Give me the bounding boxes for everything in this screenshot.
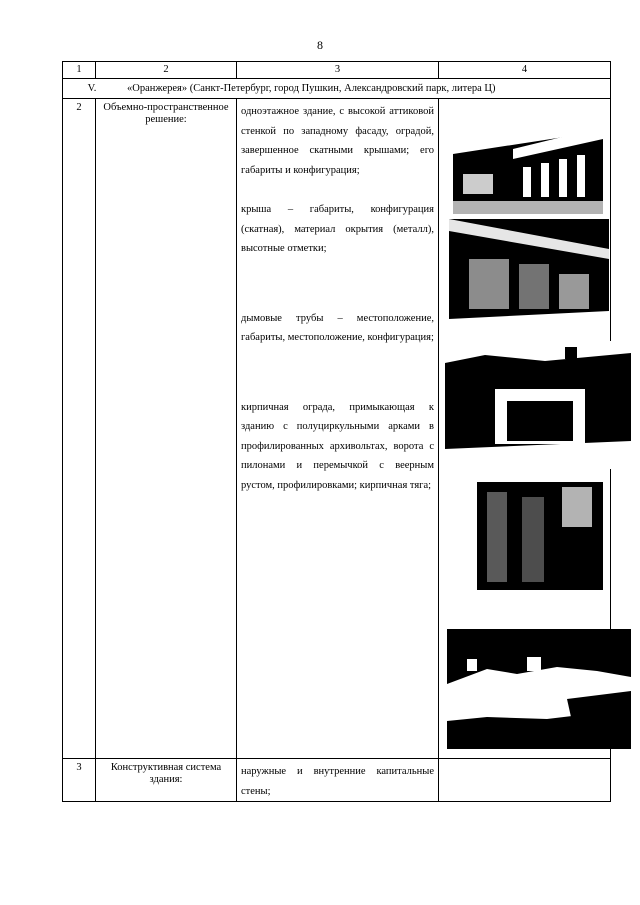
description-paragraph: крыша – габариты, конфигурация (скатная), материал окрытия (металл), высотные отметки;: [241, 204, 434, 254]
table-row: [63, 759, 611, 802]
header-col-3: 3: [237, 62, 439, 79]
header-row: [63, 62, 611, 79]
facade-photo: [453, 119, 603, 214]
description-paragraph: кирпичная ограда, примыкающая к зданию с полуциркульными арками в профилированных архивольтах, ворота с пилонами и перемычкой с веерным рустом, профилировками; кирпичная тяга;: [241, 401, 434, 491]
header-col-1: 1: [63, 62, 96, 79]
header-col-2: 2: [96, 62, 237, 79]
roof-photo: [449, 219, 609, 334]
row-number: 2: [63, 99, 96, 759]
row-description: [237, 759, 439, 802]
photos-cell: [439, 99, 611, 759]
section-row: [63, 79, 611, 99]
row-label: Объемно-пространственное решение:: [96, 99, 237, 759]
description-paragraph: наружные и внутренние капитальные стены;: [241, 766, 434, 797]
section-number: V.: [87, 83, 97, 94]
chimney-photo: [445, 341, 631, 469]
header-col-4: 4: [439, 62, 611, 79]
description-paragraph: дымовые трубы – местоположение, габариты, местоположение, конфигурация;: [241, 312, 434, 343]
gate-photo: [447, 629, 631, 749]
row-number: 3: [63, 759, 96, 802]
fence-photo: [477, 472, 603, 612]
photos-cell: [439, 759, 611, 802]
page-number: 8: [317, 38, 323, 52]
row-description: [237, 99, 439, 759]
row-label: Конструктивная система здания:: [96, 759, 237, 802]
protected-features-table: [62, 61, 611, 802]
table-row: [63, 99, 611, 759]
section-title: «Оранжерея» (Санкт-Петербург, город Пушкин, Александровский парк, литера Ц): [127, 83, 496, 94]
description-paragraph: одноэтажное здание, с высокой аттиковой стенкой по западному фасаду, оградой, завершенное скатными крышами; его габариты и конфигурация;: [241, 106, 434, 176]
